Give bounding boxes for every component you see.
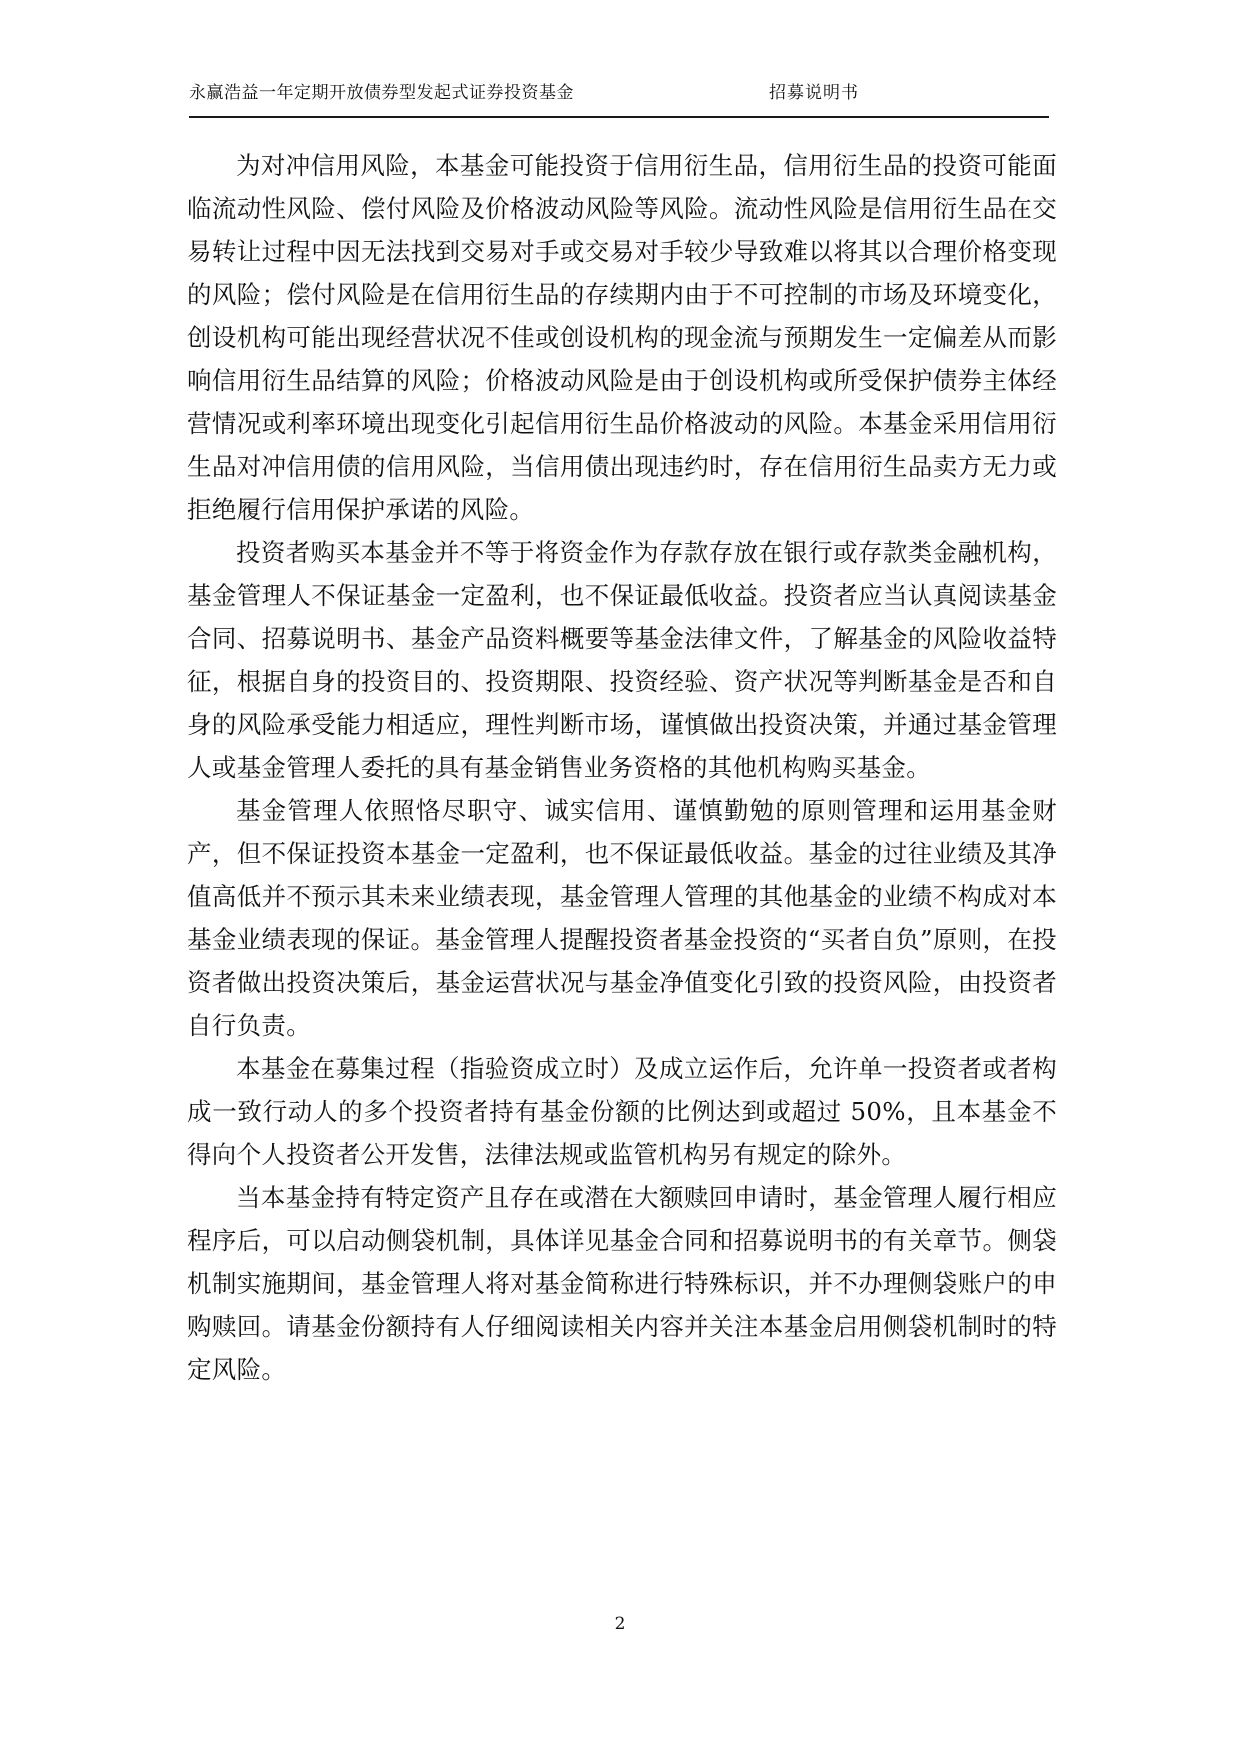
document-title: 永赢浩益一年定期开放债券型发起式证券投资基金 <box>189 83 574 103</box>
body-text <box>187 144 1057 1391</box>
paragraph-investor-notice: 投资者购买本基金并不等于将资金作为存款存放在银行或存款类金融机构，基金管理人不保证基金一定盈利，也不保证最低收益。投资者应当认真阅读基金合同、招募说明书、基金产品资料概要等基金法律文件，了解基金的风险收益特征，根据自身的投资目的、投资期限、投资经验、资产状况等判断基金是否和自身的风险承受能力相适应，理性判断市场，谨慎做出投资决策，并通过基金管理人或基金管理人委托的具有基金销售业务资格的其他机构购买基金。 <box>187 538 1057 782</box>
paragraph-credit-derivatives-risk: 为对冲信用风险，本基金可能投资于信用衍生品，信用衍生品的投资可能面临流动性风险、偿付风险及价格波动风险等风险。流动性风险是信用衍生品在交易转让过程中因无法找到交易对手或交易对手较少导致难以将其以合理价格变现的风险；偿付风险是在信用衍生品的存续期内由于不可控制的市场及环境变化，创设机构可能出现经营状况不佳或创设机构的现金流与预期发生一定偏差从而影响信用衍生品结算的风险；价格波动风险是由于创设机构或所受保护债券主体经营情况或利率环境出现变化引起信用衍生品价格波动的风险。本基金采用信用衍生品对冲信用债的信用风险，当信用债出现违约时，存在信用衍生品卖方无力或拒绝履行信用保护承诺的风险。 <box>187 151 1057 524</box>
page-number: 2 <box>614 1614 626 1634</box>
paragraph-manager-disclaimer: 基金管理人依照恪尽职守、诚实信用、谨慎勤勉的原则管理和运用基金财产，但不保证投资本基金一定盈利，也不保证最低收益。基金的过往业绩及其净值高低并不预示其未来业绩表现，基金管理人管理的其他基金的业绩不构成对本基金业绩表现的保证。基金管理人提醒投资者基金投资的“买者自负”原则，在投资者做出投资决策后，基金运营状况与基金净值变化引致的投资风险，由投资者自行负责。 <box>187 796 1057 1040</box>
paragraph-single-investor-holding: 本基金在募集过程（指验资成立时）及成立运作后，允许单一投资者或者构成一致行动人的多个投资者持有基金份额的比例达到或超过 50%，且本基金不得向个人投资者公开发售，法律法规或监管机构另有规定的除外。 <box>187 1054 1057 1169</box>
paragraph-side-pocket-mechanism: 当本基金持有特定资产且存在或潜在大额赎回申请时，基金管理人履行相应程序后，可以启动侧袋机制，具体详见基金合同和招募说明书的有关章节。侧袋机制实施期间，基金管理人将对基金简称进行特殊标识，并不办理侧袋账户的申购赎回。请基金份额持有人仔细阅读相关内容并关注本基金启用侧袋机制时的特定风险。 <box>187 1183 1057 1384</box>
page-header <box>189 72 1049 118</box>
document-type: 招募说明书 <box>769 83 859 103</box>
